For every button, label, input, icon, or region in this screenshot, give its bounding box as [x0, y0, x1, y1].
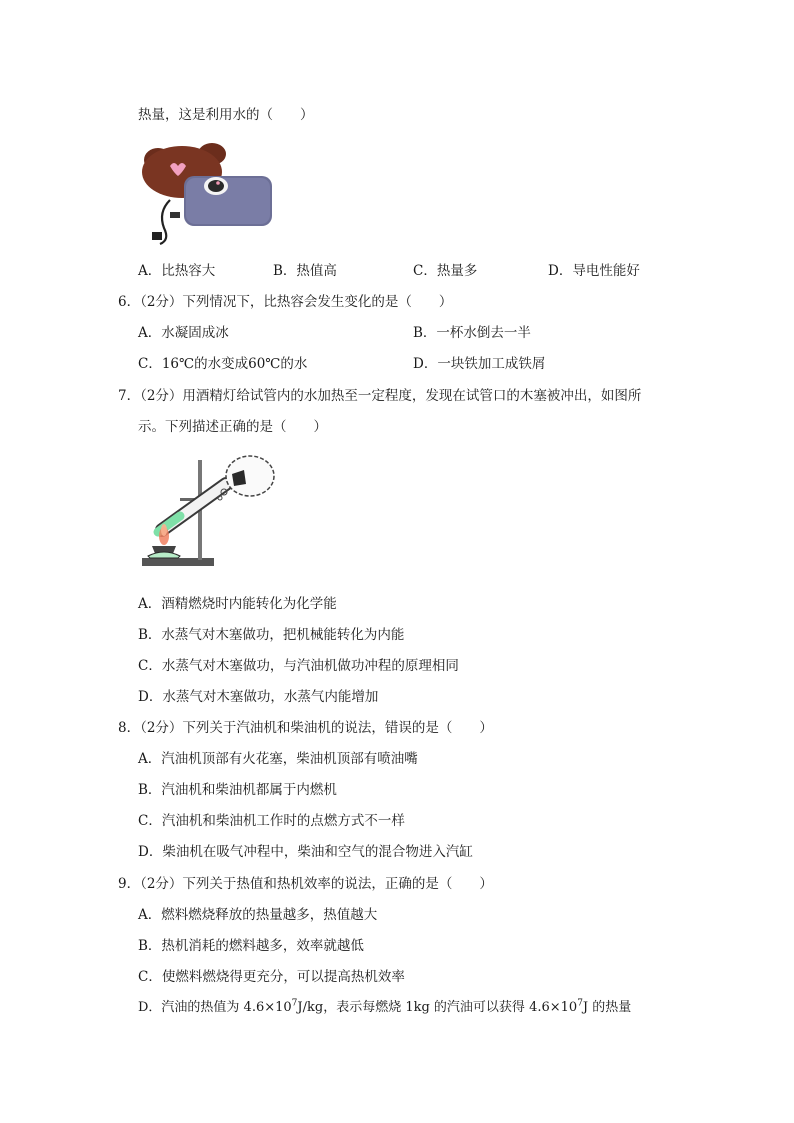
q6-option-d: D．一块铁加工成铁屑	[413, 356, 546, 372]
hot-water-bag-image	[140, 140, 275, 248]
q5-option-c: C．热量多	[413, 263, 478, 279]
q9-option-d-exponent1: 7	[291, 998, 298, 1009]
q9-option-a: A．燃料燃烧释放的热量越多，热值越大	[138, 907, 378, 923]
q7-option-d: D．水蒸气对木塞做功，水蒸气内能增加	[138, 689, 379, 705]
q8-option-c: C．汽油机和柴油机工作时的点燃方式不一样	[138, 813, 405, 829]
q9-option-b: B．热机消耗的燃料越多，效率就越低	[138, 938, 364, 954]
q6-option-c: C．16℃的水变成60℃的水	[138, 356, 308, 372]
q8-option-d: D．柴油机在吸气冲程中，柴油和空气的混合物进入汽缸	[138, 844, 473, 860]
q8-stem: 8．（2分）下列关于汽油机和柴油机的说法，错误的是（ ）	[118, 720, 493, 736]
q7-stem-line2: 示。下列描述正确的是（ ）	[138, 419, 327, 435]
q6-stem: 6．（2分）下列情况下，比热容会发生变化的是（ ）	[118, 294, 453, 310]
q9-option-d	[138, 996, 631, 1015]
q6-option-b: B．一杯水倒去一半	[413, 325, 531, 341]
q5-option-d: D．导电性能好	[548, 263, 640, 279]
q7-option-b: B．水蒸气对木塞做功，把机械能转化为内能	[138, 627, 405, 643]
q7-option-c: C．水蒸气对木塞做功，与汽油机做功冲程的原理相同	[138, 658, 459, 674]
q6-option-a: A．水凝固成冰	[138, 325, 229, 341]
q9-option-d-part1: D．汽油的热值为 4.6×10	[138, 1000, 292, 1015]
q8-option-b: B．汽油机和柴油机都属于内燃机	[138, 782, 337, 798]
q5-stem-tail: 热量，这是利用水的（ ）	[138, 107, 314, 123]
q7-option-a: A．酒精燃烧时内能转化为化学能	[138, 596, 337, 612]
test-tube-heating-figure	[140, 450, 276, 570]
q9-option-d-part2: J/kg，表示每燃烧 1kg 的汽油可以获得 4.6×10	[297, 1000, 578, 1015]
q8-option-a: A．汽油机顶部有火花塞，柴油机顶部有喷油嘴	[138, 751, 418, 767]
q9-option-c: C．使燃料燃烧得更充分，可以提高热机效率	[138, 969, 405, 985]
q5-option-a: A．比热容大	[138, 263, 216, 279]
q7-stem-line1: 7．（2分）用酒精灯给试管内的水加热至一定程度，发现在试管口的木塞被冲出，如图所	[118, 388, 642, 404]
q9-option-d-exponent2: 7	[577, 998, 583, 1009]
q9-stem: 9．（2分）下列关于热值和热机效率的说法，正确的是（ ）	[118, 876, 493, 892]
q5-option-b: B．热值高	[273, 263, 337, 279]
q9-option-d-part3: J 的热量	[582, 1000, 632, 1015]
